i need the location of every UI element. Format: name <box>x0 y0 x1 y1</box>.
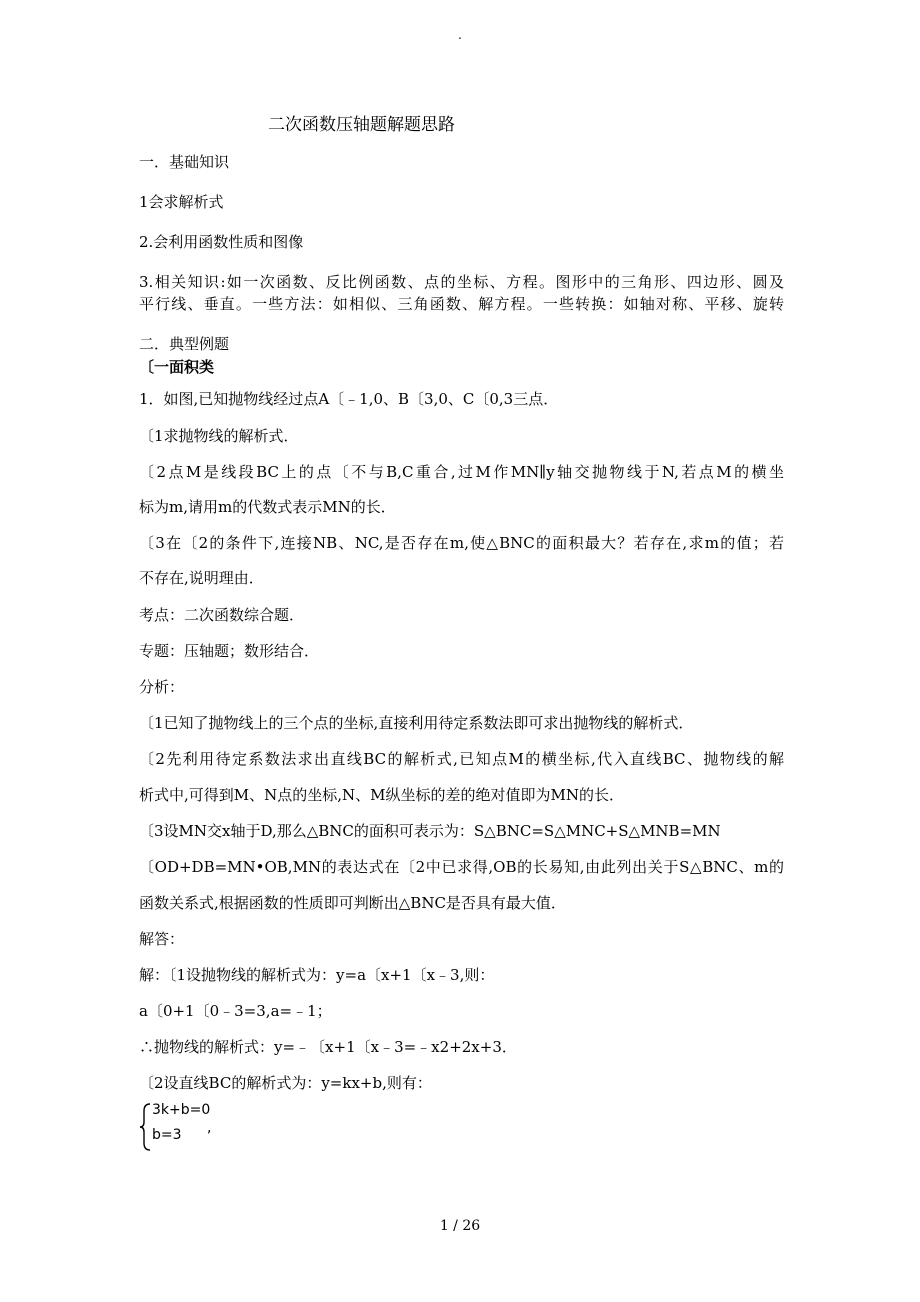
solution-step-1: 解：〔1设抛物线的解析式为：y=a〔x+1〔x﹣3,则： <box>139 966 495 984</box>
section-heading-examples: 二．典型例题 <box>139 335 230 353</box>
topic: 专题：压轴题；数形结合． <box>139 642 320 660</box>
knowledge-item-3-line1: 3.相关知识:如一次函数、反比例函数、点的坐标、方程。图形中的三角形、四边形、圆及 <box>139 273 784 291</box>
analysis-label: 分析： <box>139 678 185 696</box>
test-point: 考点：二次函数综合题． <box>139 606 305 624</box>
solution-step-2: a〔0+1〔0﹣3=3,a=﹣1； <box>139 1002 332 1020</box>
problem-statement: 1．如图,已知抛物线经过点A〔﹣1,0、B〔3,0、C〔0,3三点． <box>139 390 559 408</box>
solution-label: 解答： <box>139 930 185 948</box>
question-2-line1: 〔2点M是线段BC上的点〔不与B,C重合,过M作MN∥y轴交抛物线于N,若点M的横坐 <box>139 463 784 481</box>
question-2-line2: 标为m,请用m的代数式表示MN的长． <box>139 498 396 516</box>
category-heading-area: 〔一面积类 <box>139 358 215 376</box>
analysis-3-line3: 函数关系式,根据函数的性质即可判断出△BNC是否具有最大值． <box>139 894 566 912</box>
section-heading-basics: 一．基础知识 <box>139 153 230 171</box>
question-3-line2: 不存在,说明理由． <box>139 569 264 587</box>
analysis-2-line2: 析式中,可得到M、N点的坐标,N、M纵坐标的差的绝对值即为MN的长． <box>139 786 624 804</box>
knowledge-item-1: 1会求解析式 <box>139 193 224 211</box>
solution-step-4: 〔2设直线BC的解析式为：y=kx+b,则有： <box>139 1074 432 1092</box>
analysis-2-line1: 〔2先利用待定系数法求出直线BC的解析式,已知点M的横坐标,代入直线BC、抛物线的解 <box>139 750 784 768</box>
analysis-3-line2: 〔OD+DB=MN•OB,MN的表达式在〔2中已求得,OB的长易知,由此列出关于S△BNC、m的 <box>139 858 784 876</box>
question-3-line1: 〔3在〔2的条件下,连接NB、NC,是否存在m,使△BNC的面积最大？若存在,求m的值；若 <box>139 534 784 552</box>
equation-system <box>139 1102 229 1152</box>
equation-comma: , <box>207 1120 212 1136</box>
question-1: 〔1求抛物线的解析式． <box>139 427 299 445</box>
header-mark: . <box>458 28 462 42</box>
page-title: 二次函数压轴题解题思路 <box>268 115 455 135</box>
page-number: 1 / 26 <box>439 1218 481 1234</box>
equation-row-2: b=3 <box>152 1127 182 1143</box>
solution-step-3: ∴抛物线的解析式：y=﹣〔x+1〔x﹣3=﹣x2+2x+3． <box>139 1038 517 1056</box>
knowledge-item-3-line2: 平行线、垂直。一些方法：如相似、三角函数、解方程。一些转换：如轴对称、平移、旋转 <box>139 295 784 313</box>
equation-row-1: 3k+b=0 <box>152 1102 211 1118</box>
analysis-3-line1: 〔3设MN交x轴于D,那么△BNC的面积可表示为：S△BNC=S△MNC+S△MNB=MN <box>139 822 721 840</box>
analysis-1: 〔1已知了抛物线上的三个点的坐标,直接利用待定系数法即可求出抛物线的解析式． <box>139 714 694 732</box>
left-brace-icon <box>139 1102 153 1152</box>
knowledge-item-2: 2.会利用函数性质和图像 <box>139 233 304 251</box>
